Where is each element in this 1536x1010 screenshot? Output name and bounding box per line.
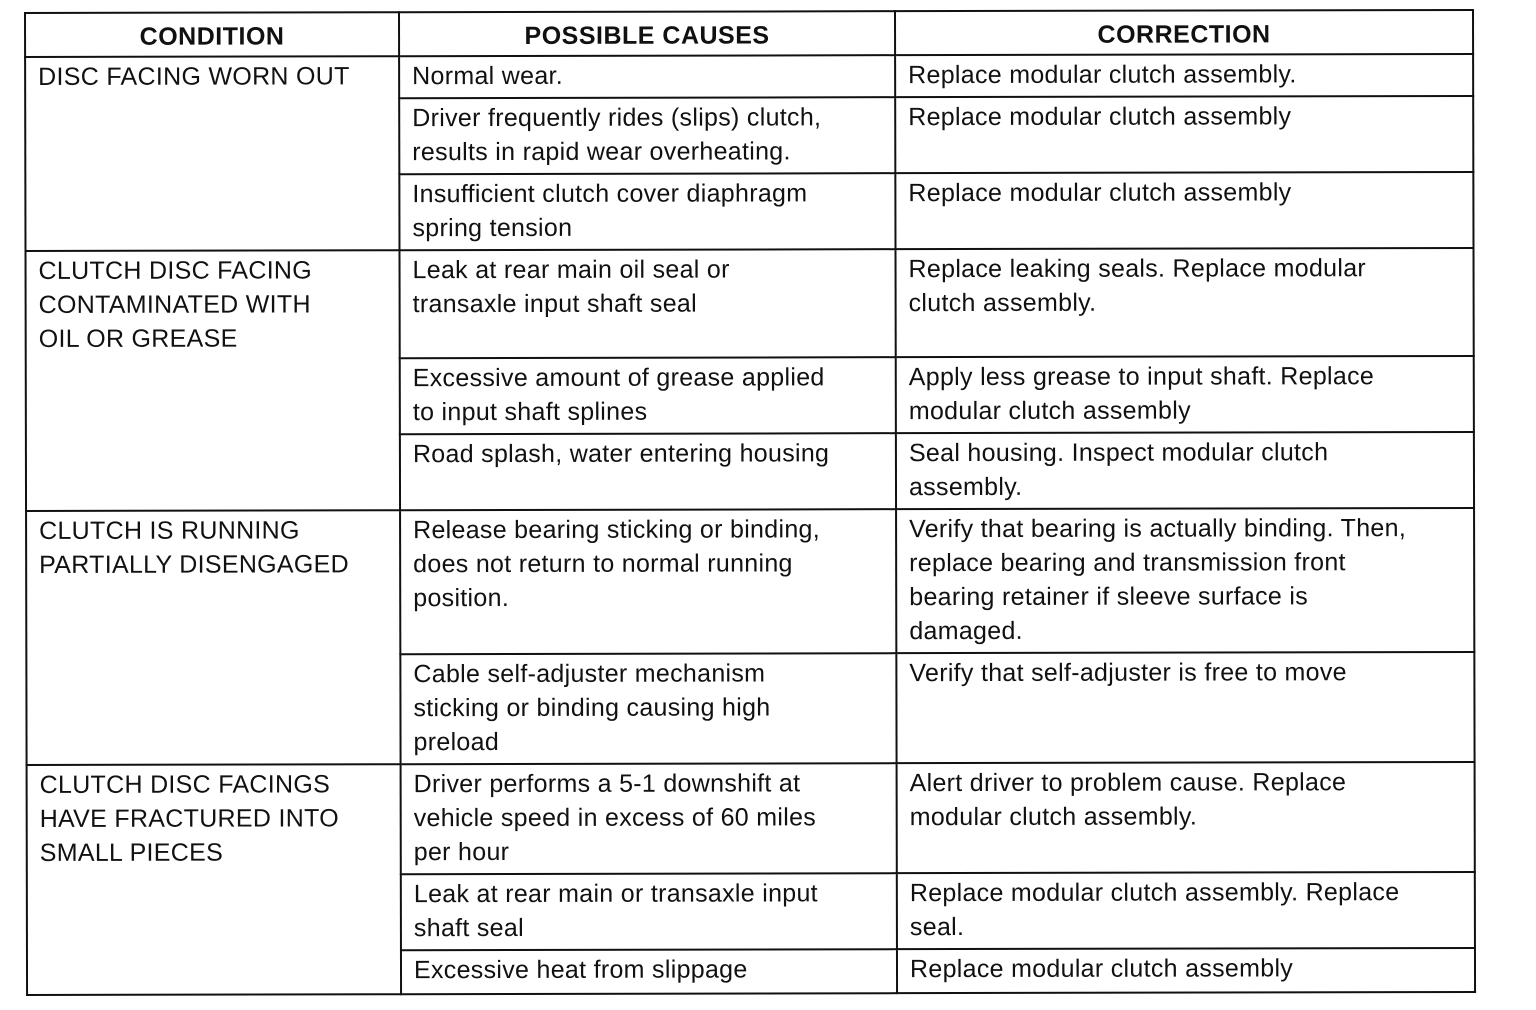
condition-cell — [27, 764, 401, 995]
cause-text: spring tension — [412, 213, 573, 243]
correction-text: Replace modular clutch assembly. Replace — [909, 878, 1400, 908]
correction-text: Verify that self-adjuster is free to move — [909, 658, 1347, 688]
cause-text: Leak at rear main or transaxle input — [413, 879, 818, 909]
condition-cell — [26, 510, 401, 765]
header-possible-causes: POSSIBLE CAUSES — [399, 11, 895, 56]
correction-text: seal. — [909, 913, 965, 942]
correction-cell — [895, 96, 1473, 173]
correction-text: replace bearing and transmission front — [909, 548, 1346, 578]
condition-text: HAVE FRACTURED INTO — [39, 804, 339, 833]
correction-cell — [896, 356, 1474, 433]
correction-text: Replace leaking seals. Replace modular — [908, 254, 1367, 284]
cause-text: Road splash, water entering housing — [412, 439, 830, 469]
cause-cell — [400, 433, 896, 510]
condition-text: CLUTCH DISC FACING — [38, 256, 313, 285]
cause-text: per hour — [413, 837, 510, 867]
cause-cell — [400, 509, 896, 654]
correction-text: damaged. — [909, 616, 1023, 646]
condition-text: CLUTCH IS RUNNING — [39, 516, 300, 545]
condition-cell — [26, 250, 401, 511]
condition-text: DISC FACING WORN OUT — [38, 62, 350, 91]
cause-text: shaft seal — [413, 913, 524, 943]
cause-cell — [401, 949, 897, 994]
cause-text: sticking or binding causing high — [413, 693, 771, 723]
correction-cell — [896, 432, 1474, 509]
condition-text: PARTIALLY DISENGAGED — [39, 550, 349, 579]
correction-cell — [897, 872, 1475, 949]
correction-text: Replace modular clutch assembly — [908, 102, 1292, 132]
cause-cell — [400, 357, 896, 434]
condition-text: OIL OR GREASE — [38, 324, 238, 353]
condition-text: CONTAMINATED WITH — [38, 290, 311, 319]
header-correction: CORRECTION — [895, 10, 1473, 55]
cause-cell — [399, 249, 895, 358]
cause-cell — [400, 653, 896, 764]
cause-text: transaxle input shaft seal — [412, 289, 698, 319]
cause-text: Driver frequently rides (slips) clutch, — [412, 103, 822, 133]
correction-text: modular clutch assembly. — [909, 802, 1198, 832]
correction-text: Seal housing. Inspect modular clutch — [908, 438, 1329, 468]
cause-text: Excessive heat from slippage — [413, 955, 748, 985]
table-row — [27, 762, 1475, 875]
correction-text: bearing retainer if sleeve surface is — [909, 582, 1309, 612]
diagnosis-table — [24, 9, 1476, 996]
correction-text: Replace modular clutch assembly. — [908, 60, 1297, 90]
correction-text: Alert driver to problem cause. Replace — [909, 768, 1347, 798]
cause-text: vehicle speed in excess of 60 miles — [413, 803, 817, 833]
table-row — [25, 54, 1473, 99]
correction-cell — [895, 54, 1473, 97]
condition-text: SMALL PIECES — [39, 838, 224, 867]
cause-text: Driver performs a 5-1 downshift at — [413, 769, 801, 799]
condition-cell — [25, 56, 399, 251]
cause-text: preload — [413, 728, 500, 757]
cause-cell — [401, 873, 897, 950]
cause-cell — [399, 97, 895, 174]
cause-text: does not return to normal running — [413, 549, 793, 579]
condition-text: CLUTCH DISC FACINGS — [39, 770, 331, 799]
cause-cell — [399, 173, 895, 250]
correction-cell — [896, 652, 1474, 763]
table-row — [26, 508, 1474, 655]
cause-text: Excessive amount of grease applied — [412, 363, 825, 393]
header-condition: CONDITION — [25, 12, 399, 57]
cause-cell — [399, 55, 895, 98]
cause-cell — [401, 763, 897, 874]
header-row — [25, 10, 1473, 57]
table-row — [26, 248, 1474, 359]
correction-text: assembly. — [908, 472, 1023, 502]
correction-text: Verify that bearing is actually binding. Then, — [909, 514, 1407, 544]
correction-text: Replace modular clutch assembly — [908, 178, 1292, 208]
correction-cell — [896, 508, 1474, 653]
cause-text: to input shaft splines — [412, 397, 648, 427]
cause-text: Leak at rear main oil seal or — [412, 255, 730, 285]
correction-text: modular clutch assembly — [908, 396, 1191, 426]
correction-cell — [897, 948, 1475, 993]
correction-text: clutch assembly. — [908, 288, 1097, 318]
table-body — [25, 54, 1475, 995]
correction-text: Replace modular clutch assembly — [909, 954, 1294, 984]
cause-text: results in rapid wear overheating. — [412, 137, 791, 167]
cause-text: Cable self-adjuster mechanism — [413, 659, 766, 689]
cause-text: Release bearing sticking or binding, — [413, 515, 820, 545]
correction-text: Apply less grease to input shaft. Replace — [908, 362, 1375, 392]
correction-cell — [895, 172, 1473, 249]
cause-text: Insufficient clutch cover diaphragm — [412, 179, 808, 209]
cause-text: Normal wear. — [412, 61, 564, 91]
correction-cell — [895, 248, 1473, 357]
correction-cell — [897, 762, 1475, 873]
cause-text: position. — [413, 583, 510, 613]
